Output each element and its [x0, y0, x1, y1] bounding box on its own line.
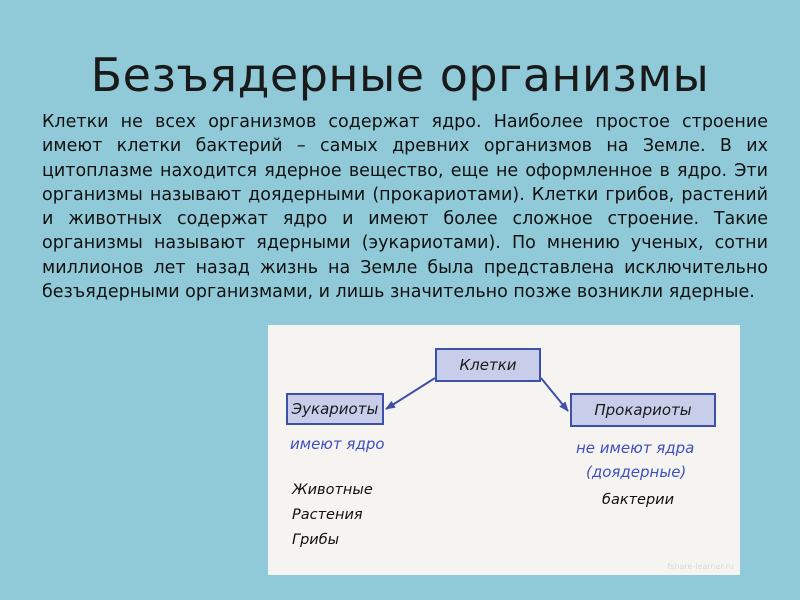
- node-prokaryotes-label: Прокариоты: [594, 401, 692, 419]
- example-bacteria: бактерии: [602, 492, 675, 508]
- node-eukaryotes-label: Эукариоты: [291, 400, 379, 418]
- prokaryotes-subtitle: не имеют ядра: [576, 439, 695, 457]
- arrow-to-prokaryotes: [541, 378, 568, 411]
- arrow-to-eukaryotes: [386, 378, 435, 409]
- example-animals: Животные: [292, 482, 373, 498]
- prokaryotes-subtitle-paren: (доядерные): [586, 463, 687, 481]
- diagram-panel: [268, 325, 740, 575]
- body-paragraph: Клетки не всех организмов содержат ядро. Наиболее простое строение имеют клетки бактерий – самых древних организмов на Земле. В их цитоплазме находится ядерное вещество, еще не оформленное в ядро. Эти организмы называют доядерными (прокариотами). Клетки грибов, растений и животных содержат ядро и имеют более сложное строение. Такие организмы называют ядерными (эукариотами). По мнению ученых, сотни миллионов лет назад жизнь на Земле была представлена исключительно безъядерными организмами, и лишь значительно позже возникли ядерные.: [42, 112, 768, 303]
- node-prokaryotes: [570, 393, 716, 427]
- slide-title: Безъядерные организмы: [90, 48, 710, 102]
- node-cells-label: Клетки: [459, 356, 517, 374]
- eukaryotes-subtitle: имеют ядро: [290, 435, 385, 453]
- node-cells: [435, 348, 541, 382]
- watermark: fshare-learner.ru: [667, 562, 734, 571]
- example-plants: Растения: [292, 507, 363, 523]
- node-eukaryotes: [286, 393, 384, 425]
- example-fungi: Грибы: [292, 532, 340, 548]
